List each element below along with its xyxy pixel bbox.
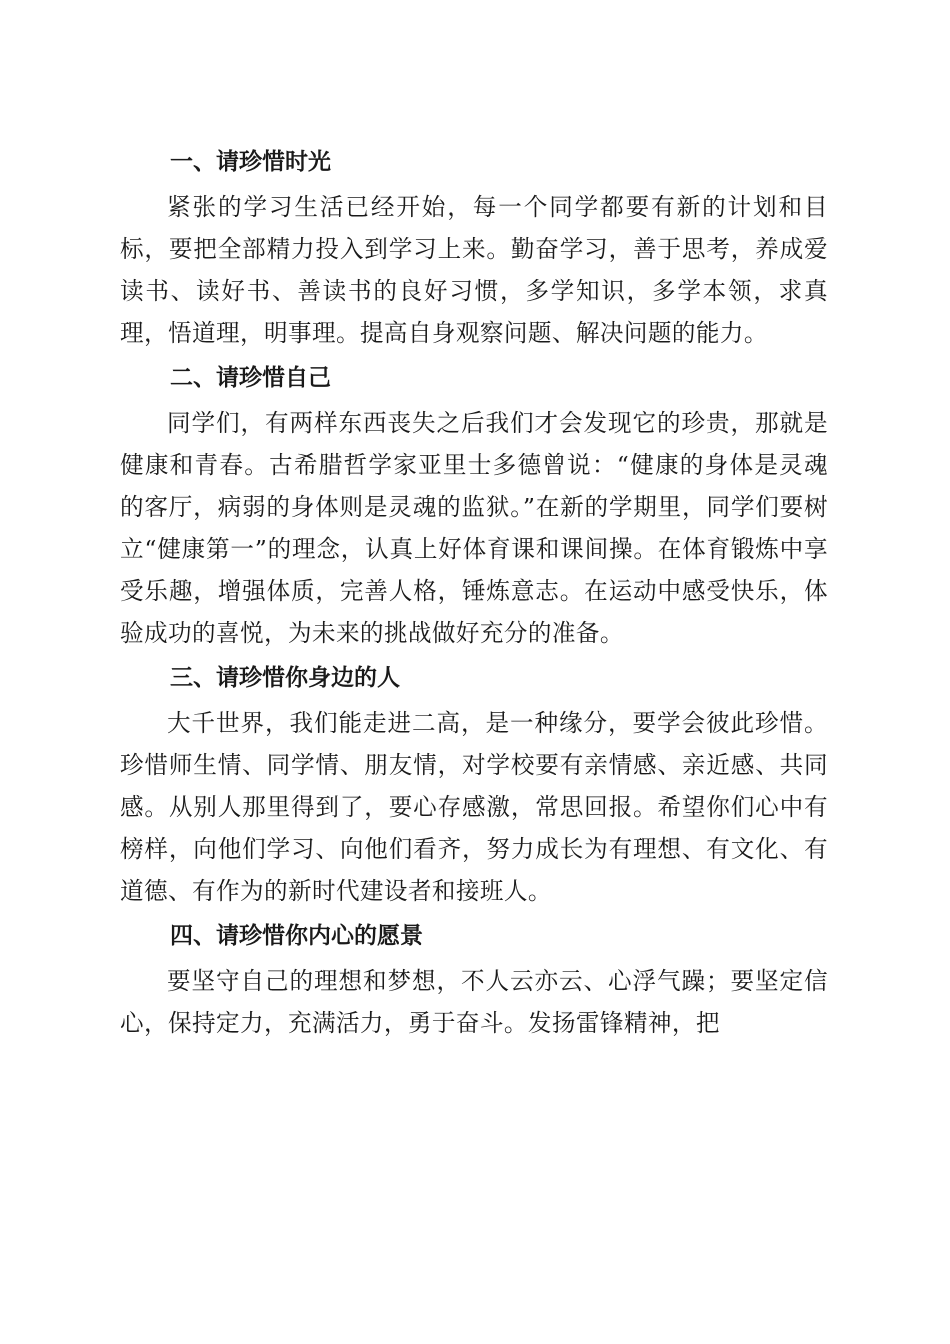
section-heading-2: 二、请珍惜自己 xyxy=(170,365,331,391)
section-paragraph-2: 同学们，有两样东西丧失之后我们才会发现它的珍贵，那就是健康和青春。古希腊哲学家亚里士多德曾说：“健康的身体是灵魂的客厅，病弱的身体则是灵魂的监狱。”在新的学期里，同学们要树立“健康第一”的理念，认真上好体育课和课间操。在体育锻炼中享受乐趣，增强体质，完善人格，锤炼意志。在运动中感受快乐，体验成功的喜悦，为未来的挑战做好充分的准备。 xyxy=(120,409,828,647)
section-paragraph-1: 紧张的学习生活已经开始，每一个同学都要有新的计划和目标，要把全部精力投入到学习上来。勤奋学习，善于思考，养成爱读书、读好书、善读书的良好习惯，多学知识，多学本领，求真理，悟道理，明事理。提高自身观察问题、解决问题的能力。 xyxy=(120,193,828,347)
section-heading-4: 四、请珍惜你内心的愿景 xyxy=(170,923,423,949)
document-body xyxy=(120,138,828,1044)
section-heading-3: 三、请珍惜你身边的人 xyxy=(170,665,400,691)
section-paragraph-4: 要坚守自己的理想和梦想，不人云亦云、心浮气躁；要坚定信心，保持定力，充满活力，勇于奋斗。发扬雷锋精神，把 xyxy=(120,967,828,1037)
section-paragraph-3: 大千世界，我们能走进二高，是一种缘分，要学会彼此珍惜。珍惜师生情、同学情、朋友情，对学校要有亲情感、亲近感、共同感。从别人那里得到了，要心存感激，常思回报。希望你们心中有榜样，向他们学习、向他们看齐，努力成长为有理想、有文化、有道德、有作为的新时代建设者和接班人。 xyxy=(120,709,828,905)
section-heading-1: 一、请珍惜时光 xyxy=(170,149,331,175)
